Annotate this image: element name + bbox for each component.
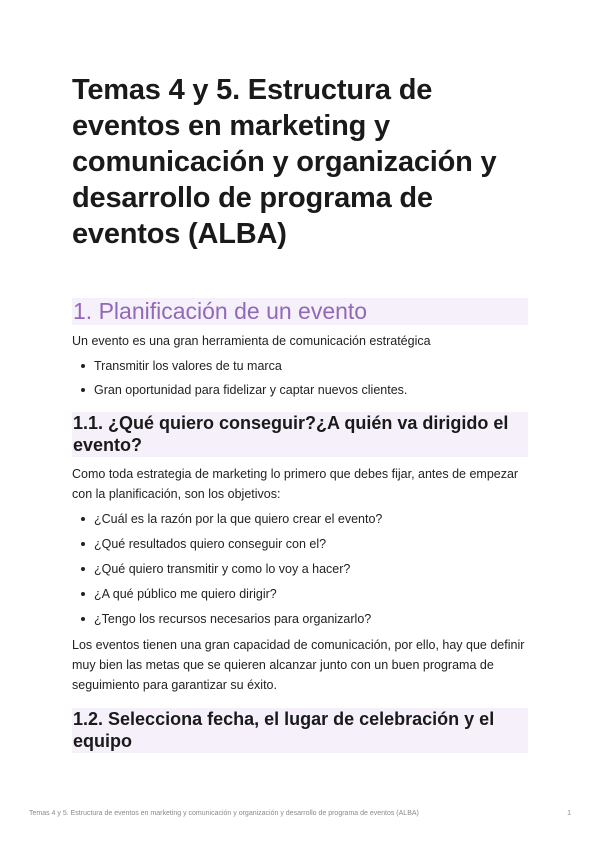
subsection-closing: Los eventos tienen una gran capacidad de comunicación, por ello, hay que definir muy bien las metas que se quieren alcanzar junto con un buen programa de seguimiento para garantizar su éxito.: [72, 638, 525, 692]
list-item: ¿Qué resultados quiero conseguir con el?: [72, 534, 528, 554]
list-item: ¿Qué quiero transmitir y como lo voy a hacer?: [72, 559, 528, 579]
document-title: Temas 4 y 5. Estructura de eventos en marketing y comunicación y organización y desarrollo de programa de eventos (ALBA): [72, 74, 497, 250]
subsection-heading: 1.2. Selecciona fecha, el lugar de celebración y el equipo: [72, 708, 528, 753]
list-item: Transmitir los valores de tu marca: [72, 356, 528, 376]
subsection-intro: Como toda estrategia de marketing lo primero que debes fijar, antes de empezar con la planificación, son los objetivos:: [72, 467, 519, 501]
document-page: [72, 72, 528, 753]
section-intro: Un evento es una gran herramienta de comunicación estratégica: [72, 334, 431, 348]
page-number: 1: [567, 810, 571, 817]
list-item: ¿Tengo los recursos necesarios para organizarlo?: [72, 609, 528, 629]
footer-text: Temas 4 y 5. Estructura de eventos en marketing y comunicación y organización y desarrollo de programa de eventos (ALBA): [29, 810, 419, 817]
subsection-heading: 1.1. ¿Qué quiero conseguir?¿A quién va dirigido el evento?: [72, 412, 528, 457]
list-item: ¿Cuál es la razón por la que quiero crear el evento?: [72, 509, 528, 529]
list-item: Gran oportunidad para fidelizar y captar nuevos clientes.: [72, 380, 528, 400]
section-heading: 1. Planificación de un evento: [73, 298, 368, 324]
subsection-bullet-list: [72, 509, 528, 629]
page-footer: [29, 810, 571, 817]
section-bullet-list: [72, 356, 528, 401]
list-item: ¿A qué público me quiero dirigir?: [72, 584, 528, 604]
section-heading-box: [72, 298, 528, 325]
